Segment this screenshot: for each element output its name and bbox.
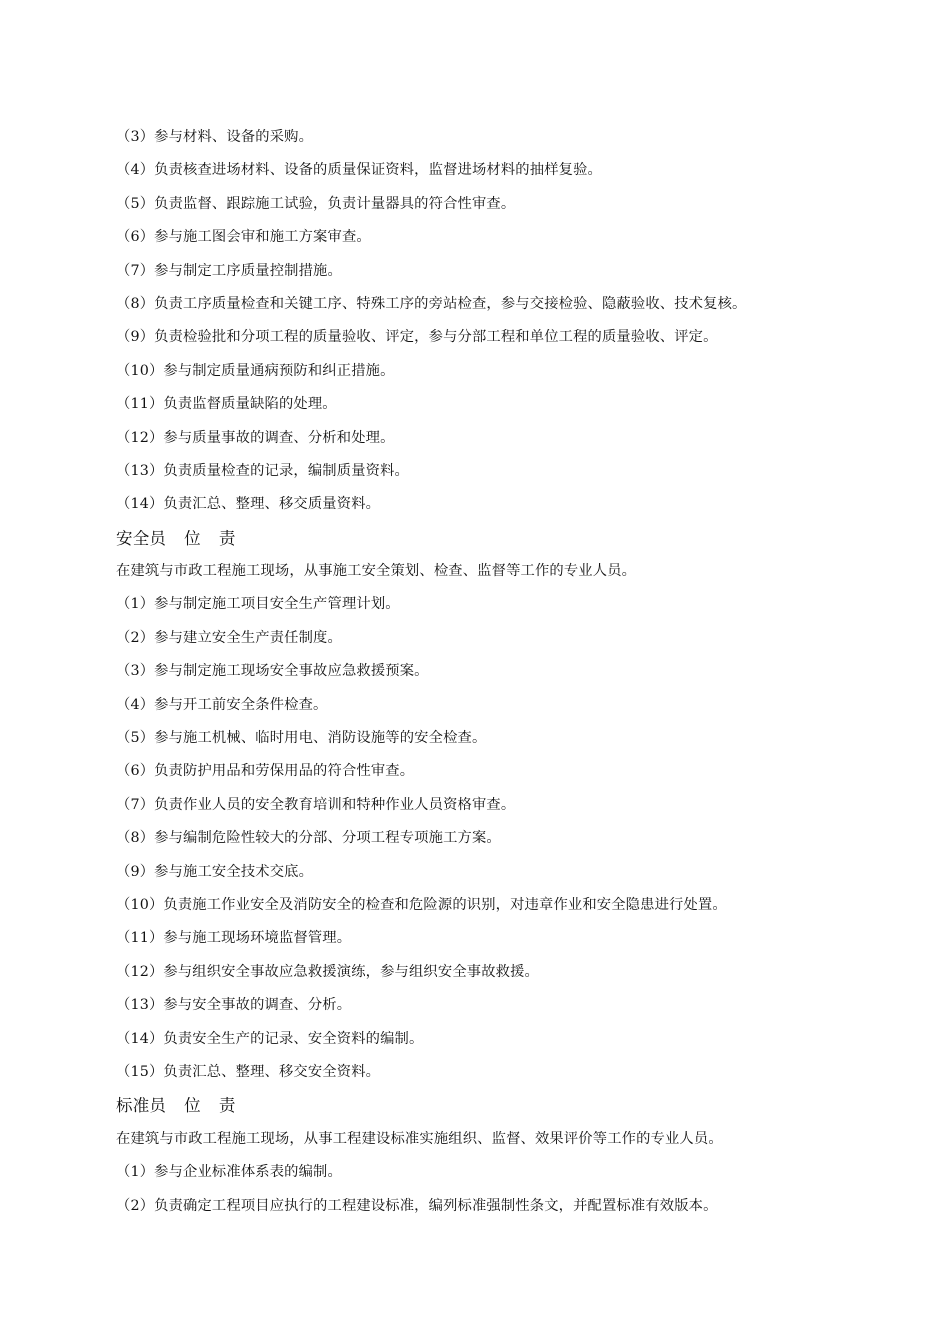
safety-section-intro: 在建筑与市政工程施工现场，从事施工安全策划、检查、监督等工作的专业人员。 [116,563,637,580]
list-item: （7）负责作业人员的安全教育培训和特种作业人员资格审查。 [116,796,516,813]
standards-duties-list [116,1156,876,1223]
list-item: （14）负责安全生产的记录、安全资料的编制。 [116,1030,424,1047]
list-item: （3）参与制定施工现场安全事故应急救援预案。 [116,663,429,680]
list-item: （6）参与施工图会审和施工方案审查。 [116,229,371,246]
heading-word: 责 [218,528,236,548]
standards-section-heading [116,1089,876,1122]
list-item: （4）负责核查进场材料、设备的质量保证资料，监督进场材料的抽样复验。 [116,162,602,179]
list-item: （2）参与建立安全生产责任制度。 [116,629,342,646]
list-item: （15）负责汇总、整理、移交安全资料。 [116,1063,381,1080]
list-item: （4）参与开工前安全条件检查。 [116,696,328,713]
list-item: （6）负责防护用品和劳保用品的符合性审查。 [116,763,415,780]
heading-word: 责 [218,1096,236,1116]
list-item: （13）参与安全事故的调查、分析。 [116,997,352,1014]
list-item: （8）参与编制危险性较大的分部、分项工程专项施工方案。 [116,830,501,847]
list-item: （10）参与制定质量通病预防和纠正措施。 [116,362,395,379]
quality-duties-list [116,121,876,522]
list-item: （2）负责确定工程项目应执行的工程建设标准，编列标准强制性条文，并配置标准有效版本。 [116,1197,718,1214]
list-item: （14）负责汇总、整理、移交质量资料。 [116,496,381,513]
list-item: （7）参与制定工序质量控制措施。 [116,262,342,279]
heading-word: 位 [184,1096,201,1116]
list-item: （13）负责质量检查的记录，编制质量资料。 [116,462,409,479]
heading-role: 安全员 [116,528,167,548]
list-item: （12）参与质量事故的调查、分析和处理。 [116,429,395,446]
list-item: （9）负责检验批和分项工程的质量验收、评定，参与分部工程和单位工程的质量验收、评定。 [116,329,718,346]
list-item: （1）参与企业标准体系表的编制。 [116,1164,342,1181]
list-item: （9）参与施工安全技术交底。 [116,863,314,880]
list-item: （11）负责监督质量缺陷的处理。 [116,396,337,413]
list-item: （5）参与施工机械、临时用电、消防设施等的安全检查。 [116,730,487,747]
list-item: （8）负责工序质量检查和关键工序、特殊工序的旁站检查，参与交接检验、隐蔽验收、技术复核。 [116,295,747,312]
list-item: （5）负责监督、跟踪施工试验，负责计量器具的符合性审查。 [116,195,516,212]
list-item: （11）参与施工现场环境监督管理。 [116,930,352,947]
list-item: （12）参与组织安全事故应急救援演练，参与组织安全事故救援。 [116,963,540,980]
document-content [116,121,876,1223]
heading-role: 标准员 [116,1096,167,1116]
safety-section-heading [116,522,876,555]
list-item: （10）负责施工作业安全及消防安全的检查和危险源的识别，对违章作业和安全隐患进行处置。 [116,896,727,913]
standards-section-intro: 在建筑与市政工程施工现场，从事工程建设标准实施组织、监督、效果评价等工作的专业人员。 [116,1130,723,1147]
list-item: （1）参与制定施工项目安全生产管理计划。 [116,596,400,613]
safety-duties-list [116,588,876,1089]
list-item: （3）参与材料、设备的采购。 [116,129,314,145]
heading-word: 位 [184,528,201,548]
